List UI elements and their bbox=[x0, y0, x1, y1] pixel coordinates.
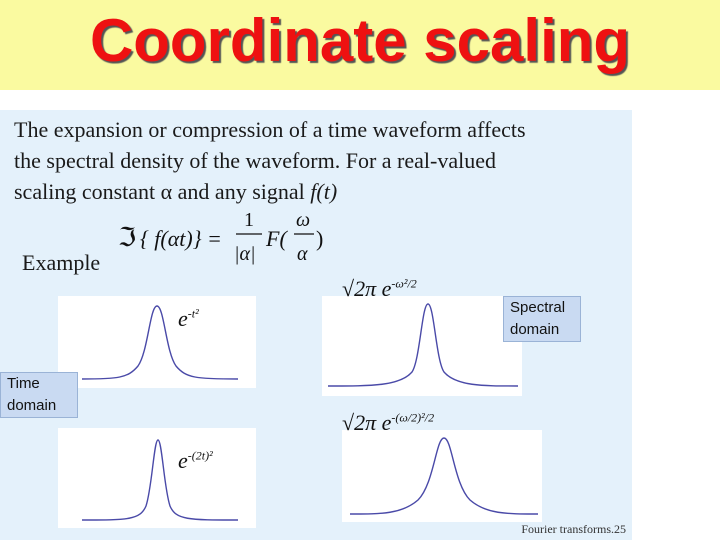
time-bottom-label bbox=[178, 448, 213, 474]
spec-bottom-curve-svg bbox=[342, 430, 542, 522]
spec-top-base: √2π e bbox=[342, 276, 392, 301]
spec-bottom-label bbox=[342, 410, 434, 436]
formula-frac-den: α bbox=[297, 243, 308, 265]
signal-symbol: f(t) bbox=[310, 179, 338, 204]
time-label-line-2: domain bbox=[7, 397, 57, 414]
spec-top-label bbox=[342, 276, 417, 302]
body-line-3 bbox=[14, 176, 624, 207]
spec-top-exp: -ω²/2 bbox=[391, 276, 417, 291]
scaling-formula bbox=[118, 204, 338, 274]
time-bottom-curve-svg bbox=[58, 428, 256, 528]
formula-F: F( bbox=[266, 226, 287, 251]
alpha-symbol: α bbox=[160, 179, 173, 204]
time-domain-label bbox=[0, 372, 78, 418]
spectral-domain-label bbox=[503, 296, 581, 342]
spectral-plot-bottom bbox=[342, 430, 542, 522]
spec-bottom-exp: -(ω/2)²/2 bbox=[391, 410, 435, 425]
body-line-3-prefix: scaling constant bbox=[14, 179, 161, 204]
spectral-label-line-1: Spectral bbox=[510, 299, 566, 316]
formula-frac-num: ω bbox=[296, 209, 311, 231]
time-bottom-exp: -(2t)² bbox=[187, 448, 213, 463]
time-bottom-curve bbox=[82, 440, 238, 520]
spec-top-curve-svg bbox=[322, 296, 522, 396]
fourier-operator: ℑ bbox=[118, 223, 137, 252]
formula-lhs: { f(αt)} = bbox=[140, 226, 222, 251]
formula-numerator: 1 bbox=[244, 209, 254, 231]
spec-top-curve bbox=[328, 304, 518, 386]
formula-denominator: |α| bbox=[234, 243, 256, 265]
spec-bottom-curve bbox=[350, 438, 538, 514]
spectral-plot-top bbox=[322, 296, 522, 396]
time-label-line-1: Time bbox=[7, 375, 40, 392]
example-label: Example bbox=[22, 250, 101, 275]
time-top-curve-svg bbox=[58, 296, 256, 388]
time-top-base: e bbox=[178, 306, 188, 331]
body-line-1: The expansion or compression of a time waveform affects bbox=[14, 117, 526, 142]
time-plot-bottom bbox=[58, 428, 256, 528]
body-text bbox=[14, 114, 624, 207]
slide-title: Coordinate scaling bbox=[89, 7, 631, 74]
time-plot-top bbox=[58, 296, 256, 388]
time-top-curve bbox=[82, 306, 238, 379]
body-line-2: the spectral density of the waveform. For a real-valued bbox=[14, 148, 496, 173]
time-top-exp: -t² bbox=[187, 306, 199, 321]
time-top-label bbox=[178, 306, 199, 332]
spectral-label-line-2: domain bbox=[510, 321, 560, 338]
spec-bottom-base: √2π e bbox=[342, 410, 392, 435]
body-line-3-mid: and any signal bbox=[172, 179, 311, 204]
time-bottom-base: e bbox=[178, 448, 188, 473]
formula-close: ) bbox=[316, 226, 324, 251]
footer-text: Fourier transforms.25 bbox=[521, 522, 626, 536]
